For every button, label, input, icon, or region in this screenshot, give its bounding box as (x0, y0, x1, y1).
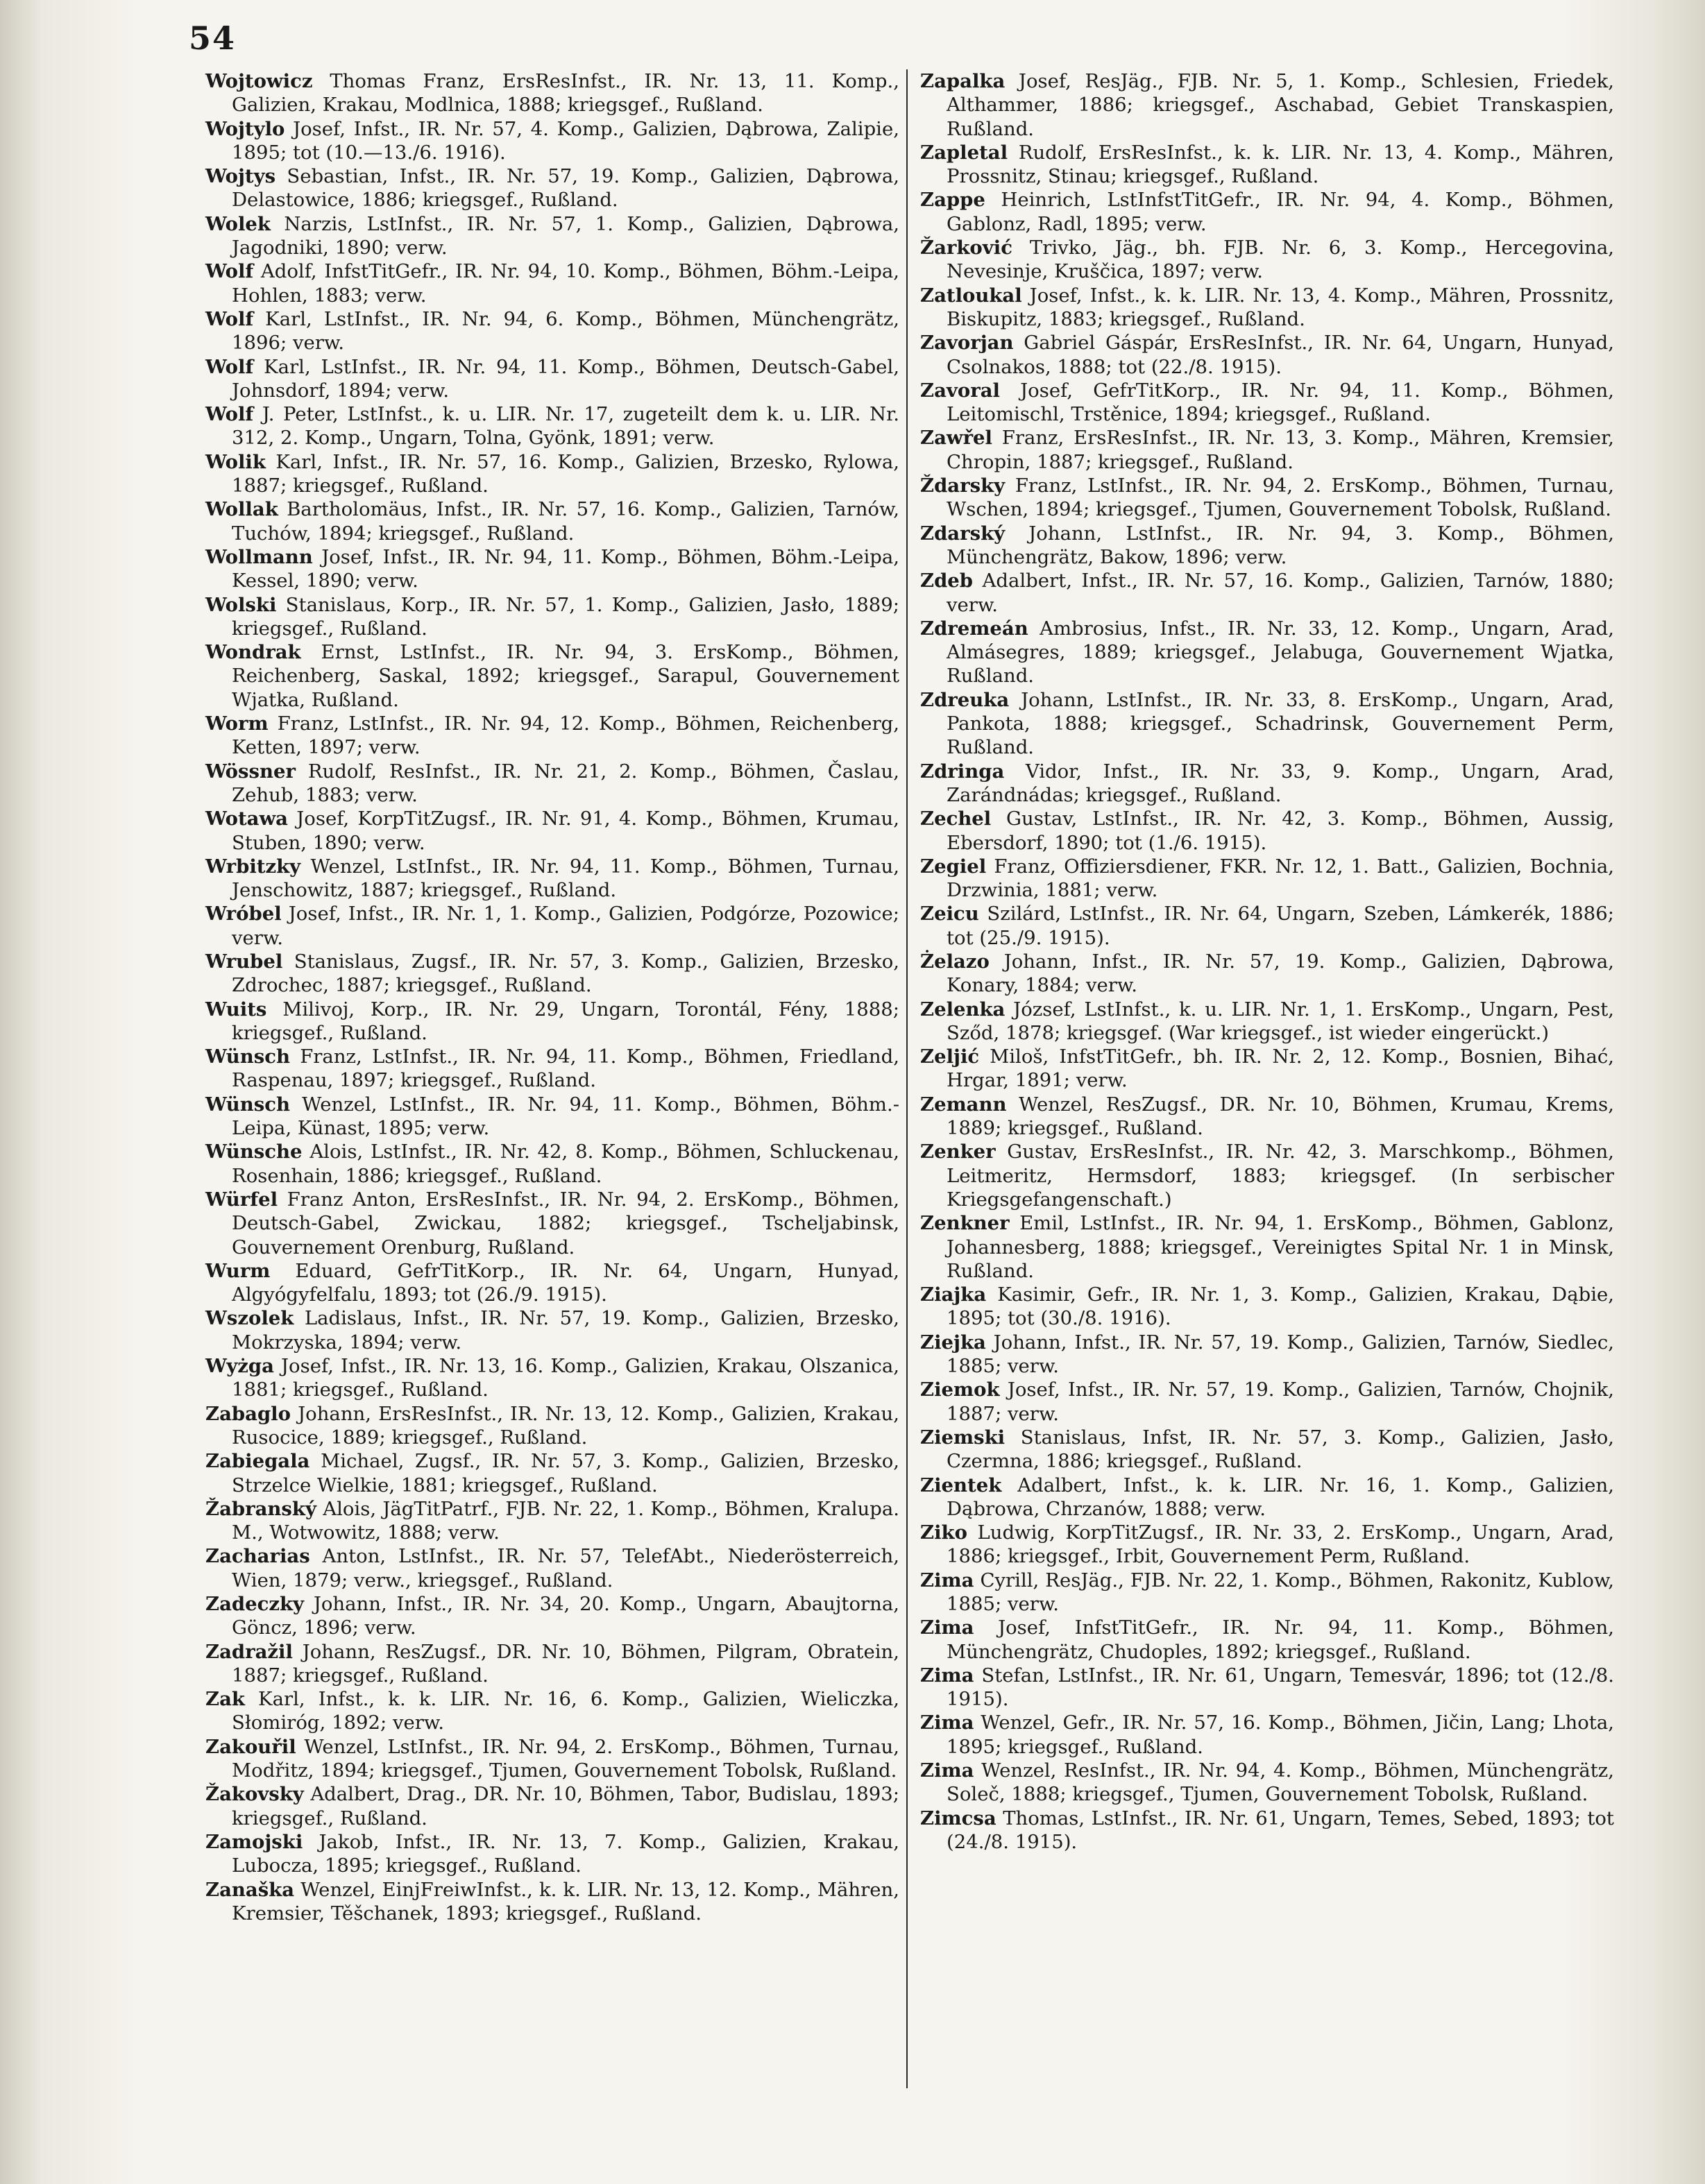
list-entry (920, 1807, 1614, 1854)
list-entry (920, 522, 1614, 570)
entry-surname: Wössner (205, 760, 296, 783)
entry-surname: Zamojski (205, 1830, 303, 1853)
list-entry (205, 1140, 899, 1188)
entry-details: Trivko, Jäg., bh. FJB. Nr. 6, 3. Komp., Hercegovina, Nevesinje, Kruščica, 1897; verw. (947, 237, 1614, 283)
list-entry (205, 69, 899, 117)
entry-details: Gustav, ErsResInfst., IR. Nr. 42, 3. Marschkomp., Böhmen, Leitmeritz, Hermsdorf, 1883; kriegsgef. (In serbischer Kriegsgefangenschaft.) (947, 1141, 1614, 1211)
list-entry (205, 998, 899, 1046)
entry-details: Josef, Infst., IR. Nr. 57, 19. Komp., Galizien, Tarnów, Chojnik, 1887; verw. (947, 1379, 1614, 1425)
entry-details: Stefan, LstInfst., IR. Nr. 61, Ungarn, Temesvár, 1896; tot (12./8. 1915). (947, 1664, 1614, 1711)
entry-details: Johann, Infst., IR. Nr. 57, 19. Komp., Galizien, Dąbrowa, Konary, 1884; verw. (947, 950, 1614, 997)
entry-surname: Zawřel (920, 427, 992, 450)
entry-details: Wenzel, ResInfst., IR. Nr. 94, 4. Komp., Böhmen, Münchengrätz, Soleč, 1888; kriegsgef., Tjumen, Gouvernement Tobolsk, Rußland. (947, 1759, 1614, 1806)
right-column (920, 69, 1614, 1854)
entry-details: Thomas Franz, ErsResInfst., IR. Nr. 13, 11. Komp., Galizien, Krakau, Modlnica, 1888; kriegsgef., Rußland. (232, 70, 899, 117)
entry-details: Josef, GefrTitKorp., IR. Nr. 94, 11. Komp., Böhmen, Leitomischl, Trstěnice, 1894; kriegsgef., Rußland. (947, 379, 1614, 426)
entry-details: Karl, Infst., IR. Nr. 57, 16. Komp., Galizien, Brzesko, Rylowa, 1887; kriegsgef., Rußland. (232, 450, 899, 497)
list-entry (205, 1497, 899, 1545)
entry-surname: Zeljić (920, 1046, 980, 1068)
list-entry (920, 236, 1614, 284)
entry-surname: Zientek (920, 1474, 1002, 1496)
entry-details: Vidor, Infst., IR. Nr. 33, 9. Komp., Ungarn, Arad, Zarándnádas; kriegsgef., Rußland. (947, 760, 1614, 806)
entry-surname: Zavoral (920, 379, 1000, 402)
entry-details: Wenzel, LstInfst., IR. Nr. 94, 11. Komp., Böhmen, Turnau, Jenschowitz, 1887; kriegsgef., Rußland. (232, 855, 899, 902)
list-entry (205, 1782, 899, 1830)
list-entry (920, 1426, 1614, 1474)
entry-surname: Wolf (205, 403, 254, 426)
entry-surname: Wollmann (205, 545, 313, 568)
entry-details: Josef, Infst., k. k. LIR. Nr. 13, 4. Komp., Mähren, Prossnitz, Biskupitz, 1883; kriegsgef., Rußland. (947, 284, 1614, 330)
entry-surname: Ziko (920, 1521, 967, 1544)
list-entry (205, 640, 899, 712)
entry-surname: Zegiel (920, 855, 987, 878)
entry-surname: Zechel (920, 808, 992, 830)
entry-details: Gabriel Gáspár, ErsResInfst., IR. Nr. 64, Ungarn, Hunyad, Csolnakos, 1888; tot (22./8. 1915). (947, 332, 1614, 378)
entry-surname: Würfel (205, 1188, 278, 1211)
entry-surname: Zadražil (205, 1640, 293, 1663)
entry-details: Franz, LstInfst., IR. Nr. 94, 11. Komp., Böhmen, Friedland, Raspenau, 1897; kriegsgef., Rußland. (232, 1046, 899, 1092)
entry-surname: Zdremeán (920, 617, 1028, 640)
list-entry (920, 69, 1614, 141)
entry-surname: Wolf (205, 260, 254, 283)
entry-details: Johann, ErsResInfst., IR. Nr. 13, 12. Komp., Galizien, Krakau, Rusocice, 1889; kriegsgef., Rußland. (232, 1402, 899, 1449)
list-entry (205, 1687, 899, 1735)
entry-details: Adalbert, Drag., DR. Nr. 10, Böhmen, Tabor, Budislau, 1893; kriegsgef., Rußland. (232, 1783, 899, 1829)
entry-surname: Ziemok (920, 1379, 1000, 1401)
entry-surname: Zatloukal (920, 284, 1022, 307)
list-entry (920, 426, 1614, 474)
list-entry (920, 284, 1614, 332)
entry-surname: Zdreuka (920, 688, 1010, 711)
list-entry (920, 141, 1614, 189)
list-entry (205, 212, 899, 260)
list-entry (205, 450, 899, 498)
entry-details: Karl, Infst., k. k. LIR. Nr. 16, 6. Komp., Galizien, Wieliczka, Słomiróg, 1892; verw. (232, 1688, 899, 1734)
list-entry (205, 1449, 899, 1497)
entry-details: J. Peter, LstInfst., k. u. LIR. Nr. 17, zugeteilt dem k. u. LIR. Nr. 312, 2. Komp., Ungarn, Tolna, Gyönk, 1891; verw. (232, 403, 899, 450)
entry-surname: Wurm (205, 1259, 271, 1282)
list-entry (920, 1140, 1614, 1211)
entry-details: Milivoj, Korp., IR. Nr. 29, Ungarn, Torontál, Fény, 1888; kriegsgef., Rußland. (232, 998, 899, 1044)
entry-surname: Zabaglo (205, 1402, 291, 1425)
list-entry (205, 760, 899, 808)
list-entry (205, 902, 899, 950)
list-entry (205, 355, 899, 403)
entry-details: Ladislaus, Infst., IR. Nr. 57, 19. Komp., Galizien, Brzesko, Mokrzyska, 1894; verw. (232, 1307, 899, 1354)
list-entry (920, 1211, 1614, 1283)
entry-details: Adalbert, Infst., k. k. LIR. Nr. 16, 1. Komp., Galizien, Dąbrowa, Chrzanów, 1888; verw. (947, 1474, 1614, 1520)
entry-details: Ernst, LstInfst., IR. Nr. 94, 3. ErsKomp., Böhmen, Reichenberg, Saskal, 1892; kriegsgef., Sarapul, Gouvernement Wjatka, Rußland. (232, 641, 899, 711)
entry-surname: Zabiegala (205, 1450, 310, 1473)
entry-details: Johann, Infst., IR. Nr. 34, 20. Komp., Ungarn, Abaujtorna, Göncz, 1896; verw. (232, 1593, 899, 1639)
list-entry (205, 712, 899, 760)
list-entry (920, 1474, 1614, 1521)
list-entry (205, 1093, 899, 1141)
entry-surname: Zapletal (920, 141, 1008, 164)
list-entry (920, 379, 1614, 427)
entry-surname: Zavorjan (920, 332, 1014, 355)
entry-surname: Wojtowicz (205, 70, 313, 92)
column-divider (906, 69, 908, 2088)
entry-surname: Worm (205, 713, 269, 735)
list-entry (920, 617, 1614, 688)
entry-surname: Ziejka (920, 1331, 986, 1354)
entry-surname: Zenker (920, 1141, 996, 1163)
entry-surname: Zemann (920, 1093, 1007, 1116)
entry-surname: Zima (920, 1616, 974, 1639)
entry-surname: Wolik (205, 450, 266, 473)
entry-surname: Wszolek (205, 1307, 294, 1330)
entry-surname: Zima (920, 1569, 974, 1592)
list-entry (205, 1045, 899, 1093)
list-entry (920, 569, 1614, 617)
entry-details: József, LstInfst., k. u. LIR. Nr. 1, 1. ErsKomp., Ungarn, Pest, Sződ, 1878; kriegsgef. (War kriegsgef., ist wieder eingerückt.) (947, 998, 1614, 1044)
list-entry (920, 1521, 1614, 1569)
list-entry (920, 1569, 1614, 1616)
entry-surname: Zdarský (920, 522, 1006, 545)
list-entry (205, 1735, 899, 1783)
entry-details: Adalbert, Infst., IR. Nr. 57, 16. Komp., Galizien, Tarnów, 1880; verw. (947, 570, 1614, 616)
list-entry (205, 259, 899, 307)
entry-surname: Zacharias (205, 1545, 310, 1568)
list-entry (920, 1616, 1614, 1664)
entry-details: Wenzel, Gefr., IR. Nr. 57, 16. Komp., Böhmen, Jičin, Lang; Lhota, 1895; kriegsgef., Rußland. (947, 1712, 1614, 1758)
entry-details: Stanislaus, Infst, IR. Nr. 57, 3. Komp., Galizien, Jasło, Czermna, 1886; kriegsgef., Rußland. (947, 1426, 1614, 1473)
entry-surname: Wrbitzky (205, 855, 301, 878)
entry-details: Jakob, Infst., IR. Nr. 13, 7. Komp., Galizien, Krakau, Lubocza, 1895; kriegsgef., Rußland. (232, 1830, 899, 1877)
list-entry (920, 1283, 1614, 1331)
list-entry (205, 1878, 899, 1926)
entry-details: Gustav, LstInfst., IR. Nr. 42, 3. Komp., Böhmen, Aussig, Ebersdorf, 1890; tot (1./6. 1915). (947, 808, 1614, 854)
entry-surname: Wolf (205, 307, 254, 330)
entry-details: Ambrosius, Infst., IR. Nr. 33, 12. Komp., Ungarn, Arad, Almásegres, 1889; kriegsgef., Jelabuga, Gouvernement Wjatka, Rußland. (947, 617, 1614, 688)
entry-details: Franz, ErsResInfst., IR. Nr. 13, 3. Komp., Mähren, Kremsier, Chropin, 1887; kriegsgef., Rußland. (947, 427, 1614, 473)
entry-surname: Zapalka (920, 70, 1006, 92)
entry-surname: Wondrak (205, 641, 301, 664)
entry-details: Michael, Zugsf., IR. Nr. 57, 3. Komp., Galizien, Brzesko, Strzelce Wielkie, 1881; kriegsgef., Rußland. (232, 1450, 899, 1496)
entry-details: Johann, LstInfst., IR. Nr. 33, 8. ErsKomp., Ungarn, Arad, Pankota, 1888; kriegsgef., Schadrinsk, Gouvernement Perm, Rußland. (947, 688, 1614, 759)
entry-surname: Zima (920, 1664, 974, 1687)
entry-surname: Wojtys (205, 165, 276, 188)
entry-surname: Zadeczky (205, 1593, 305, 1615)
entry-details: Wenzel, ResZugsf., DR. Nr. 10, Böhmen, Krumau, Krems, 1889; kriegsgef., Rußland. (947, 1093, 1614, 1140)
list-entry (205, 1306, 899, 1354)
entry-surname: Wolf (205, 355, 254, 378)
list-entry (205, 855, 899, 903)
entry-surname: Zelenka (920, 998, 1006, 1021)
entry-surname: Wrubel (205, 950, 283, 973)
list-entry (205, 545, 899, 593)
list-entry (920, 902, 1614, 950)
entry-details: Stanislaus, Zugsf., IR. Nr. 57, 3. Komp., Galizien, Brzesko, Zdrochec, 1887; kriegsgef., Rußland. (232, 950, 899, 997)
entry-details: Eduard, GefrTitKorp., IR. Nr. 64, Ungarn, Hunyad, Algyógyfelfalu, 1893; tot (26./9. 1915). (232, 1259, 899, 1306)
list-entry (205, 164, 899, 212)
entry-details: Johann, ResZugsf., DR. Nr. 10, Böhmen, Pilgram, Obratein, 1887; kriegsgef., Rußland. (232, 1640, 899, 1687)
entry-surname: Żelazo (920, 950, 990, 973)
entry-details: Franz, Offiziersdiener, FKR. Nr. 12, 1. Batt., Galizien, Bochnia, Drzwinia, 1881; verw. (947, 855, 1614, 902)
entry-surname: Zeicu (920, 903, 979, 925)
entry-surname: Wolek (205, 212, 271, 235)
entry-surname: Zak (205, 1688, 245, 1711)
entry-details: Josef, Infst., IR. Nr. 94, 11. Komp., Böhmen, Böhm.-Leipa, Kessel, 1890; verw. (232, 545, 899, 592)
entry-surname: Zima (920, 1759, 974, 1782)
entry-surname: Zenkner (920, 1212, 1010, 1235)
entry-surname: Zakouřil (205, 1735, 296, 1758)
left-column (205, 69, 899, 1925)
list-entry (920, 1711, 1614, 1759)
entry-surname: Ziajka (920, 1283, 987, 1306)
entry-details: Emil, LstInfst., IR. Nr. 94, 1. ErsKomp., Böhmen, Gablonz, Johannesberg, 1888; kriegsgef., Vereinigtes Spital Nr. 1 in Minsk, Rußland. (947, 1212, 1614, 1282)
entry-surname: Zanaška (205, 1878, 295, 1901)
entry-details: Heinrich, LstInfstTitGefr., IR. Nr. 94, 4. Komp., Böhmen, Gablonz, Radl, 1895; verw. (947, 189, 1614, 235)
entry-surname: Zdeb (920, 570, 974, 592)
entry-details: Anton, LstInfst., IR. Nr. 57, TelefAbt., Niederösterreich, Wien, 1879; verw., kriegsgef., Rußland. (232, 1545, 899, 1592)
entry-details: Franz, LstInfst., IR. Nr. 94, 2. ErsKomp., Böhmen, Turnau, Wschen, 1894; kriegsgef., Tjumen, Gouvernement Tobolsk, Rußland. (947, 475, 1614, 521)
entry-details: Bartholomäus, Infst., IR. Nr. 57, 16. Komp., Galizien, Tarnów, Tuchów, 1894; kriegsgef., Rußland. (232, 498, 899, 545)
list-entry (205, 1354, 899, 1402)
list-entry (205, 117, 899, 165)
list-entry (205, 1188, 899, 1259)
entry-details: Wenzel, EinjFreiwInfst., k. k. LIR. Nr. 13, 12. Komp., Mähren, Kremsier, Těšchanek, 1893; kriegsgef., Rußland. (232, 1878, 899, 1925)
entry-details: Szilárd, LstInfst., IR. Nr. 64, Ungarn, Szeben, Lámkerék, 1886; tot (25./9. 1915). (947, 903, 1614, 949)
entry-surname: Wuits (205, 998, 267, 1021)
entry-details: Rudolf, ErsResInfst., k. k. LIR. Nr. 13, 4. Komp., Mähren, Prossnitz, Stinau; kriegsgef., Rußland. (947, 141, 1614, 188)
entry-details: Josef, Infst., IR. Nr. 57, 4. Komp., Galizien, Dąbrowa, Zalipie, 1895; tot (10.—13./6. 1916). (232, 117, 899, 164)
entry-surname: Wojtylo (205, 117, 285, 140)
entry-details: Franz, LstInfst., IR. Nr. 94, 12. Komp., Böhmen, Reichenberg, Ketten, 1897; verw. (232, 713, 899, 759)
entry-surname: Zdringa (920, 760, 1005, 783)
list-entry (920, 188, 1614, 236)
entry-details: Sebastian, Infst., IR. Nr. 57, 19. Komp., Galizien, Dąbrowa, Delastowice, 1886; kriegsgef., Rußland. (232, 165, 899, 212)
list-entry (920, 331, 1614, 379)
entry-surname: Zimcsa (920, 1807, 996, 1829)
page-number: 54 (189, 19, 237, 57)
list-entry (205, 1259, 899, 1307)
list-entry (920, 1331, 1614, 1379)
list-entry (920, 1759, 1614, 1807)
entry-details: Rudolf, ResInfst., IR. Nr. 21, 2. Komp., Böhmen, Časlau, Zehub, 1883; verw. (232, 760, 899, 806)
list-entry (920, 688, 1614, 760)
list-entry (205, 1830, 899, 1878)
entry-surname: Wyżga (205, 1355, 274, 1378)
list-entry (920, 998, 1614, 1046)
entry-surname: Wotawa (205, 808, 288, 830)
list-entry (920, 474, 1614, 522)
entry-details: Wenzel, LstInfst., IR. Nr. 94, 11. Komp., Böhmen, Böhm.-Leipa, Künast, 1895; verw. (232, 1093, 899, 1140)
list-entry (205, 1544, 899, 1592)
list-entry (920, 950, 1614, 998)
entry-surname: Wünsch (205, 1046, 290, 1068)
entry-surname: Zima (920, 1712, 974, 1734)
entry-details: Alois, LstInfst., IR. Nr. 42, 8. Komp., Böhmen, Schluckenau, Rosenhain, 1886; kriegsgef., Rußland. (232, 1141, 899, 1187)
entry-details: Josef, ResJäg., FJB. Nr. 5, 1. Komp., Schlesien, Friedek, Althammer, 1886; kriegsgef., Aschabad, Gebiet Transkaspien, Rußland. (947, 70, 1614, 140)
list-entry (205, 1640, 899, 1688)
entry-details: Josef, Infst., IR. Nr. 13, 16. Komp., Galizien, Krakau, Olszanica, 1881; kriegsgef., Rußland. (232, 1355, 899, 1401)
entry-details: Karl, LstInfst., IR. Nr. 94, 6. Komp., Böhmen, Münchengrätz, 1896; verw. (232, 307, 899, 355)
entry-surname: Zappe (920, 189, 985, 212)
entry-details: Josef, Infst., IR. Nr. 1, 1. Komp., Galizien, Podgórze, Pozowice; verw. (232, 903, 899, 949)
entry-surname: Wünsche (205, 1141, 303, 1163)
entry-details: Johann, LstInfst., IR. Nr. 94, 3. Komp., Böhmen, Münchengrätz, Bakow, 1896; verw. (947, 522, 1614, 568)
list-entry (205, 593, 899, 641)
list-entry (920, 1045, 1614, 1093)
entry-surname: Wróbel (205, 903, 282, 925)
list-entry (920, 855, 1614, 903)
entry-details: Miloš, InfstTitGefr., bh. IR. Nr. 2, 12. Komp., Bosnien, Bihać, Hrgar, 1891; verw. (947, 1046, 1614, 1092)
entry-details: Wenzel, LstInfst., IR. Nr. 94, 2. ErsKomp., Böhmen, Turnau, Modřitz, 1894; kriegsgef., Tjumen, Gouvernement Tobolsk, Rußland. (232, 1735, 899, 1782)
list-entry (205, 497, 899, 545)
entry-details: Cyrill, ResJäg., FJB. Nr. 22, 1. Komp., Böhmen, Rakonitz, Kublow, 1885; verw. (947, 1569, 1614, 1615)
list-entry (205, 807, 899, 855)
list-entry (920, 807, 1614, 855)
list-entry (920, 760, 1614, 808)
entry-surname: Žabranský (205, 1497, 316, 1520)
entry-details: Ludwig, KorpTitZugsf., IR. Nr. 33, 2. ErsKomp., Ungarn, Arad, 1886; kriegsgef., Irbit, Gouvernement Perm, Rußland. (947, 1521, 1614, 1568)
list-entry (205, 307, 899, 355)
list-entry (920, 1093, 1614, 1141)
list-entry (205, 950, 899, 998)
entry-surname: Žarković (920, 237, 1012, 259)
entry-details: Josef, KorpTitZugsf., IR. Nr. 91, 4. Komp., Böhmen, Krumau, Stuben, 1890; verw. (232, 808, 899, 854)
entry-details: Alois, JägTitPatrf., FJB. Nr. 22, 1. Komp., Böhmen, Kralupa. M., Wotwowitz, 1888; verw. (232, 1497, 899, 1544)
entry-surname: Žakovsky (205, 1783, 304, 1806)
entry-details: Josef, InfstTitGefr., IR. Nr. 94, 11. Komp., Böhmen, Münchengrätz, Chudoples, 1892; kriegsgef., Rußland. (947, 1616, 1614, 1663)
entry-surname: Ziemski (920, 1426, 1006, 1449)
entry-surname: Wünsch (205, 1093, 290, 1116)
entry-details: Franz Anton, ErsResInfst., IR. Nr. 94, 2. ErsKomp., Böhmen, Deutsch-Gabel, Zwickau, 1882; kriegsgef., Tscheljabinsk, Gouvernement Orenburg, Rußland. (232, 1188, 899, 1259)
list-entry (205, 1592, 899, 1640)
entry-details: Thomas, LstInfst., IR. Nr. 61, Ungarn, Temes, Sebed, 1893; tot (24./8. 1915). (947, 1807, 1614, 1853)
list-entry (205, 1402, 899, 1450)
entry-surname: Wolski (205, 593, 277, 616)
entry-details: Karl, LstInfst., IR. Nr. 94, 11. Komp., Böhmen, Deutsch-Gabel, Johnsdorf, 1894; verw. (232, 355, 899, 402)
list-entry (920, 1664, 1614, 1712)
entry-details: Kasimir, Gefr., IR. Nr. 1, 3. Komp., Galizien, Krakau, Dąbie, 1895; tot (30./8. 1916). (947, 1283, 1614, 1330)
list-entry (205, 402, 899, 450)
entry-details: Narzis, LstInfst., IR. Nr. 57, 1. Komp., Galizien, Dąbrowa, Jagodniki, 1890; verw. (232, 212, 899, 259)
entry-details: Johann, Infst., IR. Nr. 57, 19. Komp., Galizien, Tarnów, Siedlec, 1885; verw. (947, 1331, 1614, 1378)
entry-surname: Wollak (205, 498, 278, 521)
entry-surname: Ždarsky (920, 475, 1006, 497)
entry-details: Stanislaus, Korp., IR. Nr. 57, 1. Komp., Galizien, Jasło, 1889; kriegsgef., Rußland. (232, 593, 899, 640)
entry-details: Adolf, InfstTitGefr., IR. Nr. 94, 10. Komp., Böhmen, Böhm.-Leipa, Hohlen, 1883; verw. (232, 260, 899, 307)
list-entry (920, 1378, 1614, 1426)
